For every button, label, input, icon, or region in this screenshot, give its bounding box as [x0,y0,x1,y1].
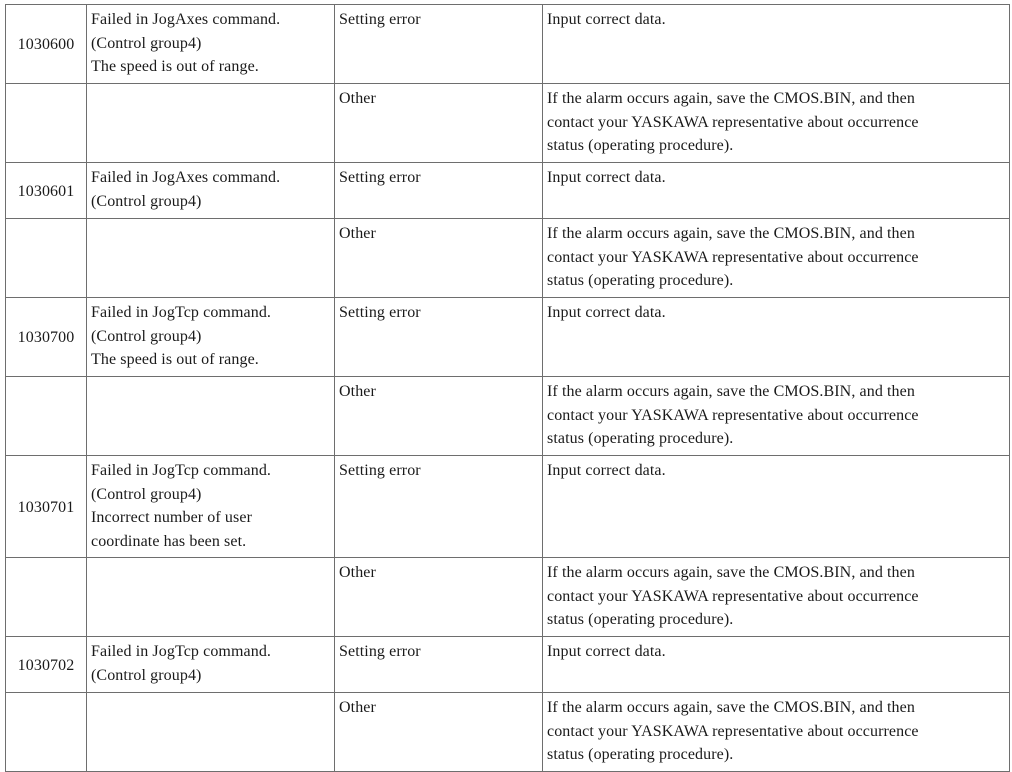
remedy-line: If the alarm occurs again, save the CMOS.BIN, and then [547,225,915,242]
remedy-line: contact your YASKAWA representative about occurrence [547,587,919,605]
remedy-line: status (operating procedure). [547,272,734,289]
description-line: The speed is out of range. [91,351,259,368]
alarm-code-empty [6,377,87,456]
alarm-description-empty [87,377,335,456]
alarm-cause: Other [335,693,543,772]
description-line: Failed in JogAxes command. [91,11,281,28]
description-line: Failed in JogAxes command. [91,169,281,186]
remedy-line: If the alarm occurs again, save the CMOS.BIN, and then [547,383,915,400]
description-line: Incorrect number of user [91,509,252,526]
table-row [6,5,1010,84]
alarm-description-empty [87,693,335,772]
remedy-line: status (operating procedure). [547,611,734,628]
alarm-code: 1030601 [6,163,87,219]
alarm-code-empty [6,219,87,298]
alarm-code-empty [6,84,87,163]
remedy-line: If the alarm occurs again, save the CMOS.BIN, and then [547,564,915,581]
alarm-cause: Other [335,84,543,163]
table-row [6,693,1010,772]
alarm-table-body [6,5,1010,772]
description-line: (Control group4) [91,485,202,503]
description-line: coordinate has been set. [91,532,247,550]
alarm-remedy [543,558,1010,637]
alarm-table [5,4,1010,772]
remedy-line: status (operating procedure). [547,430,734,447]
alarm-remedy [543,693,1010,772]
alarm-remedy [543,84,1010,163]
alarm-cause: Setting error [335,5,543,84]
table-row [6,84,1010,163]
remedy-line: contact your YASKAWA representative about occurrence [547,406,919,424]
alarm-code-empty [6,693,87,772]
alarm-remedy [543,298,1010,377]
alarm-cause: Setting error [335,163,543,219]
alarm-cause: Setting error [335,298,543,377]
alarm-description [87,163,335,219]
table-row [6,298,1010,377]
table-row [6,163,1010,219]
alarm-remedy [543,163,1010,219]
alarm-description-empty [87,84,335,163]
alarm-description-empty [87,219,335,298]
alarm-remedy [543,637,1010,693]
remedy-line: Input correct data. [547,11,666,28]
remedy-line: If the alarm occurs again, save the CMOS.BIN, and then [547,90,915,107]
description-line: Failed in JogTcp command. [91,643,272,660]
remedy-line: contact your YASKAWA representative about occurrence [547,248,919,266]
remedy-line: Input correct data. [547,169,666,186]
alarm-description [87,5,335,84]
table-row [6,456,1010,558]
alarm-cause: Other [335,377,543,456]
alarm-description [87,298,335,377]
alarm-code: 1030600 [6,5,87,84]
alarm-remedy [543,456,1010,558]
table-row [6,219,1010,298]
remedy-line: contact your YASKAWA representative about occurrence [547,113,919,131]
remedy-line: If the alarm occurs again, save the CMOS.BIN, and then [547,699,915,716]
alarm-remedy [543,5,1010,84]
remedy-line: status (operating procedure). [547,137,734,154]
remedy-line: status (operating procedure). [547,746,734,763]
remedy-line: Input correct data. [547,304,666,321]
alarm-remedy [543,377,1010,456]
remedy-line: contact your YASKAWA representative about occurrence [547,722,919,740]
alarm-description [87,456,335,558]
remedy-line: Input correct data. [547,643,666,660]
remedy-line: Input correct data. [547,462,666,479]
alarm-code: 1030701 [6,456,87,558]
description-line: (Control group4) [91,666,202,684]
alarm-cause: Setting error [335,637,543,693]
alarm-code-empty [6,558,87,637]
description-line: (Control group4) [91,192,202,210]
alarm-remedy [543,219,1010,298]
description-line: Failed in JogTcp command. [91,304,272,321]
alarm-code: 1030700 [6,298,87,377]
table-row [6,377,1010,456]
description-line: (Control group4) [91,34,202,52]
alarm-code: 1030702 [6,637,87,693]
description-line: Failed in JogTcp command. [91,462,272,479]
alarm-description-empty [87,558,335,637]
alarm-cause: Setting error [335,456,543,558]
alarm-description [87,637,335,693]
alarm-cause: Other [335,219,543,298]
alarm-cause: Other [335,558,543,637]
description-line: The speed is out of range. [91,58,259,75]
table-row [6,558,1010,637]
description-line: (Control group4) [91,327,202,345]
table-row [6,637,1010,693]
